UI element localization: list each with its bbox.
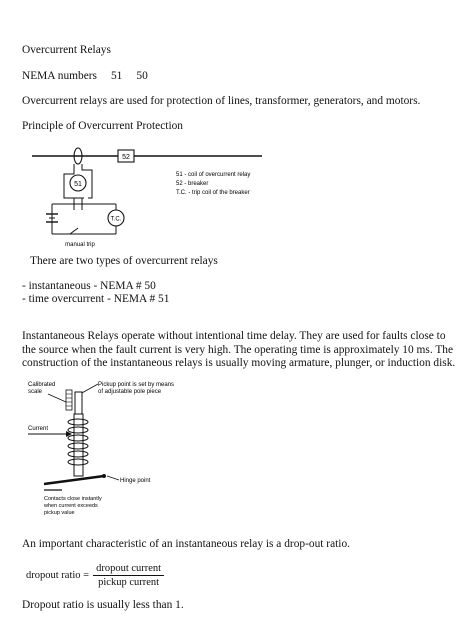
nema-label: NEMA numbers [22,70,97,82]
manual-trip-label: manual trip [65,242,95,248]
hinge-point-label: Hinge point [120,478,151,484]
legend-line-1: 51 - coil of overcurrent relay [176,172,251,178]
formula-fraction [93,563,164,588]
dropout-intro: An important characteristic of an instantaneous relay is a drop-out ratio. [22,538,351,550]
nema-number-50: 50 [136,70,148,82]
current-label: Current [28,426,49,432]
heading: Overcurrent Relays [22,44,111,56]
instantaneous-paragraph: Instantaneous Relays operate without intentional time delay. They are used for faults close to the source when the fault current is very high. The operating time is approximately 10 ms. The construction of the instantaneous relays is usually moving armature, plunger, or induction disk. [22,330,456,369]
dropout-note: Dropout ratio is usually less than 1. [22,599,184,611]
formula-numerator: dropout current [93,563,164,576]
type-instantaneous: - instantaneous - NEMA # 50 [22,280,156,292]
contacts-label-2: when current exceeds [44,503,98,509]
instantaneous-relay-diagram [22,372,197,523]
overcurrent-protection-diagram [22,140,272,271]
breaker-label: 52 [122,154,130,161]
type-time-overcurrent: - time overcurrent - NEMA # 51 [22,293,170,305]
calibrated-scale-label-2: scale [28,389,43,395]
formula-lhs: dropout ratio = [26,570,90,581]
formula-denominator: pickup current [98,577,160,588]
types-intro: There are two types of overcurrent relays [30,255,218,267]
contacts-label-3: pickup value [44,510,75,516]
dropout-ratio-formula [26,563,164,588]
calibrated-scale-label-1: Calibrated [28,382,56,388]
nema-numbers-line [22,70,148,83]
nema-number-51: 51 [110,70,123,82]
trip-coil-label: T.C. [110,216,122,223]
pickup-point-label-2: of adjustable pole piece [98,389,162,395]
intro-text: Overcurrent relays are used for protection of lines, transformer, generators, and motors. [22,95,421,107]
contacts-label-1: Contacts close instantly [44,496,102,502]
legend-line-3: T.C. - trip coil of the breaker [176,190,250,196]
principle-title: Principle of Overcurrent Protection [22,120,183,132]
pickup-point-label-1: Pickup point is set by means [98,382,175,388]
relay-51-label: 51 [74,181,82,188]
legend-line-2: 52 - breaker [176,181,209,187]
